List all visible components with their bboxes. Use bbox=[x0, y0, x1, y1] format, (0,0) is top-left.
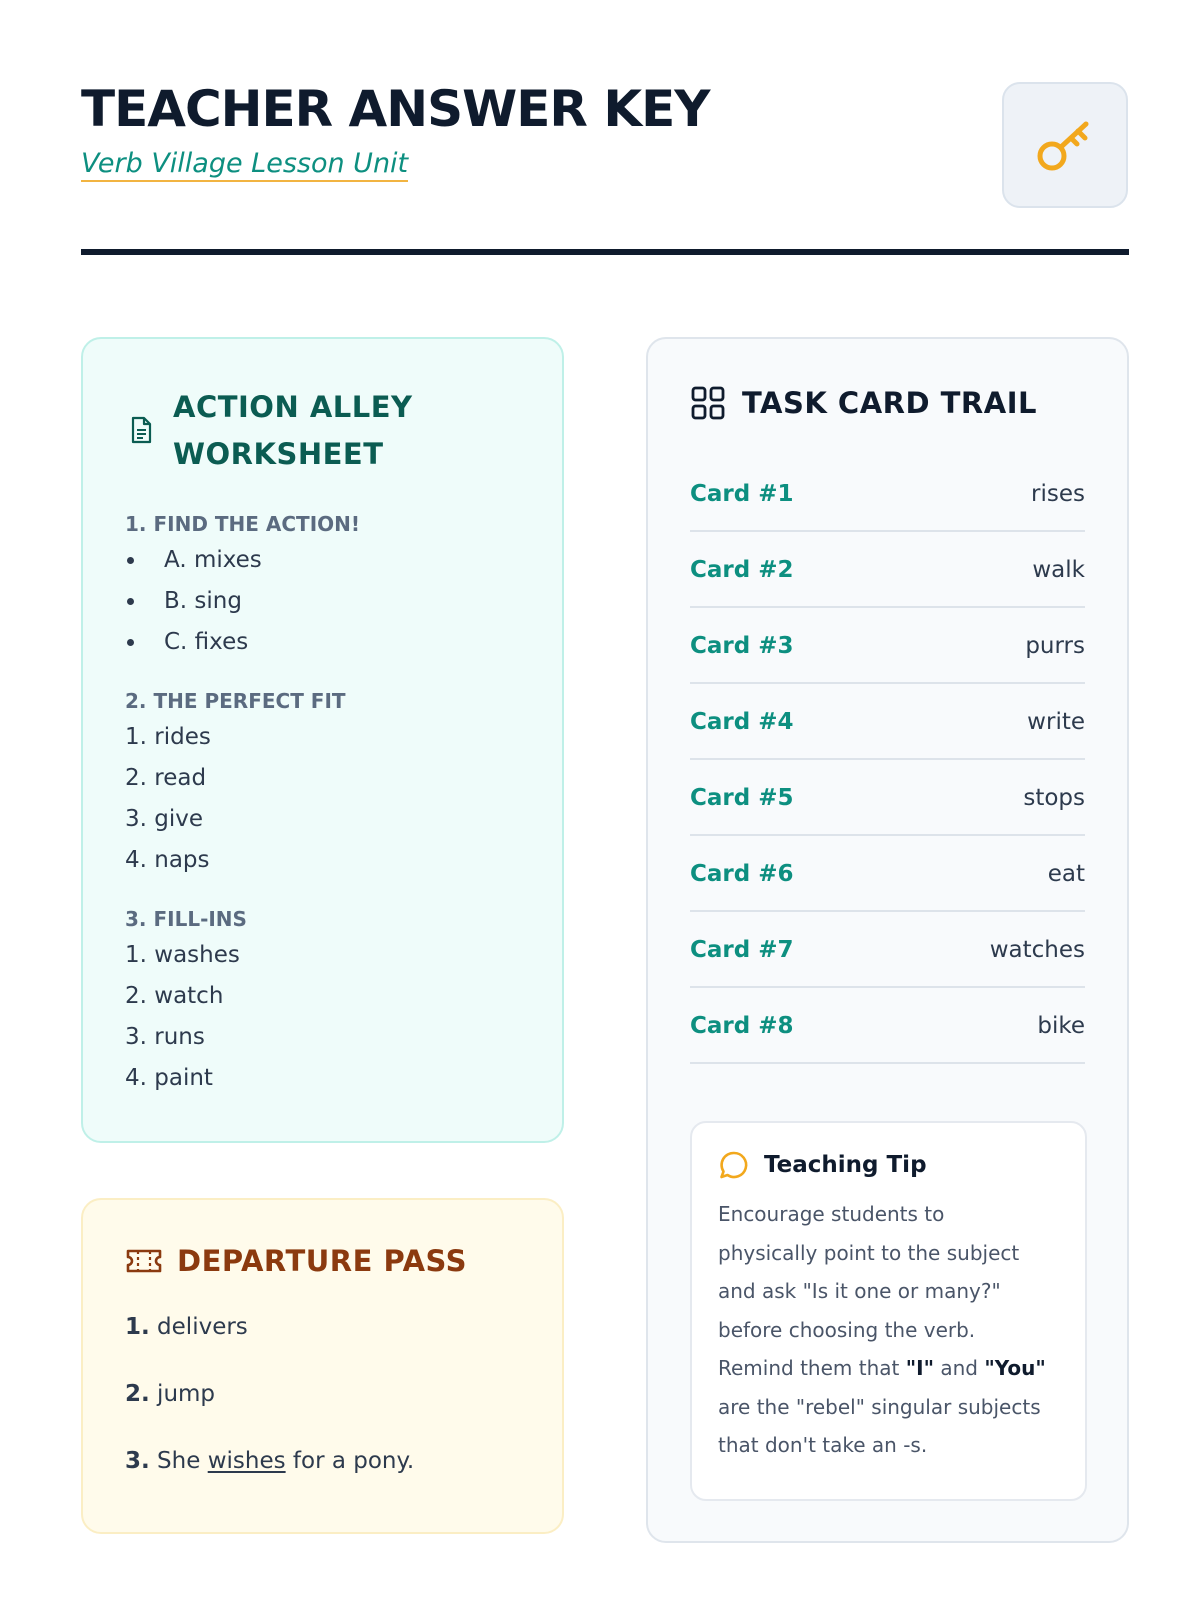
tip-emphasis: "You" bbox=[984, 1356, 1046, 1380]
bullet-icon bbox=[127, 639, 134, 646]
tip-line: before choosing the verb. bbox=[718, 1317, 976, 1342]
departure-list bbox=[125, 1310, 520, 1478]
task-answer: write bbox=[1027, 709, 1085, 735]
task-answer: bike bbox=[1037, 1013, 1085, 1039]
teaching-tip bbox=[690, 1121, 1087, 1501]
item-number: 3. bbox=[125, 1448, 150, 1474]
task-row bbox=[690, 760, 1085, 836]
task-trail-title: TASK CARD TRAIL bbox=[742, 386, 1037, 420]
list-item: 2. read bbox=[125, 765, 207, 791]
tip-title: Teaching Tip bbox=[764, 1152, 927, 1178]
key-icon bbox=[1032, 112, 1098, 178]
task-answer: rises bbox=[1031, 481, 1085, 507]
task-row bbox=[690, 608, 1085, 684]
task-label: Card #1 bbox=[690, 481, 794, 507]
chat-bubble-icon bbox=[718, 1149, 750, 1181]
page-title: TEACHER ANSWER KEY bbox=[81, 80, 710, 138]
section-title: 2. THE PERFECT FIT bbox=[125, 689, 346, 713]
task-label: Card #7 bbox=[690, 937, 794, 963]
list-item: 3. runs bbox=[125, 1024, 205, 1050]
list-item bbox=[125, 1310, 520, 1344]
task-label: Card #2 bbox=[690, 557, 794, 583]
departure-header bbox=[125, 1242, 520, 1280]
task-label: Card #5 bbox=[690, 785, 794, 811]
item-text: for a pony. bbox=[285, 1448, 415, 1474]
task-answer: walk bbox=[1032, 557, 1085, 583]
tip-header bbox=[718, 1149, 1059, 1181]
list-item bbox=[125, 1444, 520, 1478]
list-item: 4. paint bbox=[125, 1065, 213, 1091]
tip-line: and ask "Is it one or many?" bbox=[718, 1279, 1001, 1303]
task-row bbox=[690, 912, 1085, 988]
list-item: 4. naps bbox=[125, 847, 210, 873]
page-subtitle: Verb Village Lesson Unit bbox=[81, 149, 408, 182]
task-label: Card #8 bbox=[690, 1013, 794, 1039]
task-answer: watches bbox=[989, 937, 1085, 963]
task-label: Card #3 bbox=[690, 633, 794, 659]
tip-body bbox=[718, 1195, 1059, 1465]
list-item bbox=[125, 1377, 520, 1411]
task-row bbox=[690, 836, 1085, 912]
item-number: 1. bbox=[125, 1314, 150, 1340]
document-icon bbox=[125, 414, 157, 446]
task-row bbox=[690, 456, 1085, 532]
task-card-trail bbox=[646, 337, 1129, 1543]
list-item: 1. rides bbox=[125, 724, 211, 750]
grid-icon bbox=[690, 385, 726, 421]
page-header bbox=[81, 82, 1129, 182]
list-item: 1. washes bbox=[125, 942, 240, 968]
task-label: Card #6 bbox=[690, 861, 794, 887]
section-title: 1. FIND THE ACTION! bbox=[125, 512, 360, 536]
list-item: 3. give bbox=[125, 806, 204, 832]
task-list bbox=[690, 456, 1085, 1064]
bullet-icon bbox=[127, 557, 134, 564]
tip-text: and bbox=[934, 1356, 985, 1380]
list-item-text: B. sing bbox=[164, 588, 242, 614]
task-row bbox=[690, 684, 1085, 760]
task-answer: stops bbox=[1023, 785, 1085, 811]
header-divider bbox=[81, 249, 1129, 255]
item-number: 2. bbox=[125, 1381, 150, 1407]
tip-text: Remind them that bbox=[718, 1356, 906, 1380]
departure-pass-card bbox=[81, 1198, 564, 1534]
item-text: She bbox=[149, 1448, 208, 1474]
list-item-text: C. fixes bbox=[164, 629, 249, 655]
departure-title: DEPARTURE PASS bbox=[177, 1244, 468, 1278]
task-row bbox=[690, 988, 1085, 1064]
tip-line: physically point to the subject bbox=[718, 1240, 1020, 1265]
key-badge bbox=[1002, 82, 1128, 208]
section-title: 3. FILL-INS bbox=[125, 907, 247, 931]
bullet-icon bbox=[127, 598, 134, 605]
task-row bbox=[690, 532, 1085, 608]
task-answer: eat bbox=[1047, 861, 1085, 887]
worksheet-title-line1: ACTION ALLEY bbox=[173, 390, 413, 424]
tip-emphasis: "I" bbox=[905, 1356, 934, 1380]
list-item bbox=[125, 540, 520, 581]
worksheet-card bbox=[81, 337, 564, 1143]
list-item-text: A. mixes bbox=[164, 547, 262, 573]
tip-line: are the "rebel" singular subjects bbox=[718, 1394, 1041, 1419]
task-answer: purrs bbox=[1025, 633, 1085, 659]
ticket-icon bbox=[125, 1246, 163, 1276]
tip-line: that don't take an -s. bbox=[718, 1433, 928, 1457]
worksheet-header bbox=[125, 384, 520, 478]
task-label: Card #4 bbox=[690, 709, 794, 735]
list-item bbox=[125, 581, 520, 622]
tip-line bbox=[718, 1349, 1059, 1388]
item-text: delivers bbox=[149, 1314, 248, 1340]
worksheet-title bbox=[173, 384, 413, 478]
item-text: jump bbox=[149, 1381, 216, 1407]
worksheet-title-line2: WORKSHEET bbox=[173, 437, 384, 471]
list-item bbox=[125, 622, 520, 663]
task-trail-header bbox=[690, 384, 1085, 422]
list-item: 2. watch bbox=[125, 983, 224, 1009]
underlined-verb: wishes bbox=[207, 1448, 286, 1474]
tip-line: Encourage students to bbox=[718, 1202, 945, 1226]
